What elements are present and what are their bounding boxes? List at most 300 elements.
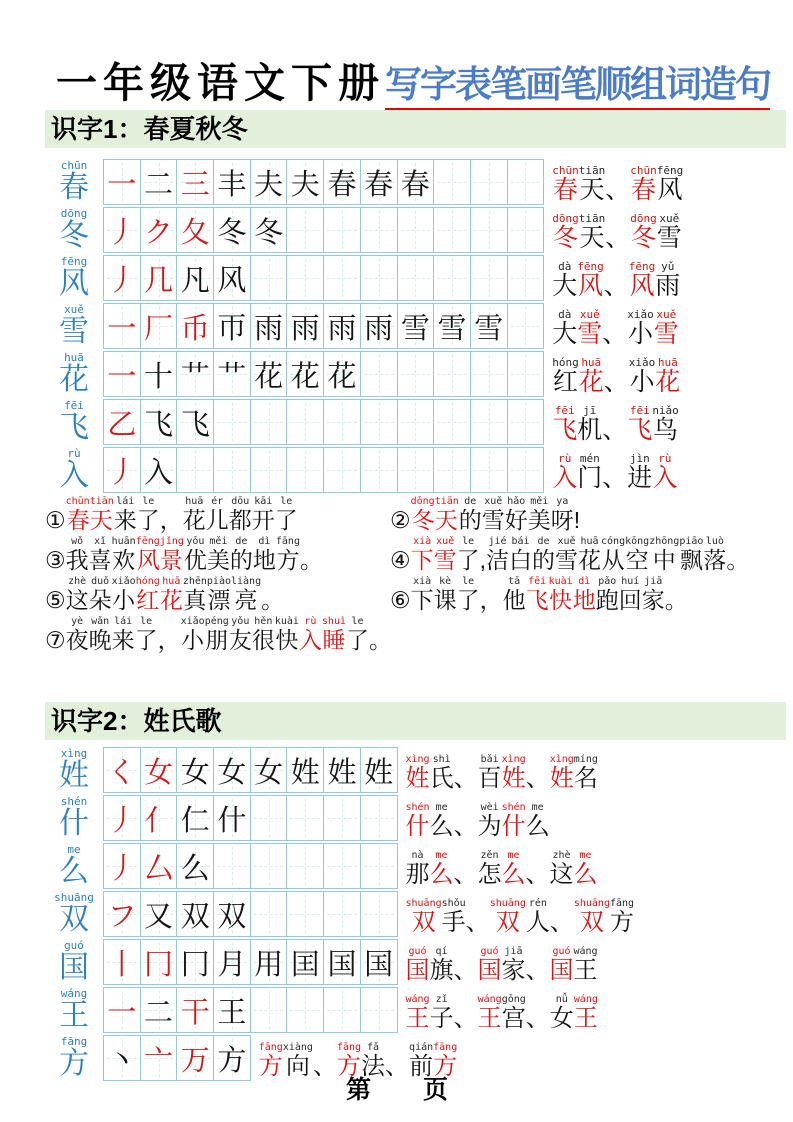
stroke-glyph: 国 [327,948,357,981]
word-syllable [346,616,369,653]
han-text: 雪 [656,224,682,252]
han-text: 风 [657,176,683,204]
han-text: 冬 [631,224,657,252]
word-syllable [406,754,430,792]
word-syllable [630,213,657,252]
han-text: 风 [578,272,604,300]
stroke-cell [470,207,508,253]
han-text: 门 [577,464,603,492]
pinyin-text: jiā [644,576,663,587]
stroke-glyph: 又 [144,900,174,933]
sentence-line [45,496,793,533]
char-header [45,304,103,348]
stroke-cell [470,447,508,493]
punctuation [454,802,478,840]
pinyin-text: shuāng [405,898,442,909]
han-text: 睡 [322,627,346,653]
stroke-glyph: 方 [217,1044,247,1077]
sentence-column [45,496,390,533]
char-header [45,892,103,936]
word-syllable [299,616,322,653]
word-syllable [550,994,574,1032]
stroke-glyph: 冬 [254,216,284,249]
han-text: 回 [618,587,642,613]
char-glyph: 国 [59,951,89,984]
word-syllable [112,616,135,653]
stroke-glyph: 冂 [180,948,210,981]
stroke-cell [286,891,324,937]
stroke-glyph: 冂 [144,948,174,981]
pinyin-text [160,496,183,507]
stroke-cell [286,939,324,985]
han-text: ⑤ [45,587,66,613]
sentence-column [45,616,392,653]
word-syllable [550,850,574,888]
pinyin-text: wáng [573,994,598,1005]
pinyin-text: wèi [480,802,499,813]
word-syllable [136,576,160,613]
pinyin-text: kōng [625,536,650,547]
han-text: 姓 [405,765,430,792]
stroke-glyph: 雪 [400,312,430,345]
pinyin-text: fāng [258,1042,283,1053]
han-text: 方 [258,1053,283,1080]
punctuation [313,1042,337,1080]
pinyin-text: xiǎo [628,356,656,369]
word-syllable [478,994,502,1032]
char-glyph: 入 [59,459,89,492]
stroke-cell [250,987,288,1033]
word-syllable [459,496,482,533]
stroke-cell [323,795,361,841]
stroke-cell [176,447,214,493]
stroke-cell [103,255,141,301]
char-glyph: 飞 [59,411,89,444]
stroke-cell [507,255,545,301]
char-pinyin: guó [64,939,84,952]
stroke-cell [140,987,178,1033]
stroke-glyph: 花 [327,360,357,393]
stroke-cell [213,399,251,445]
stroke-glyph: 姓 [327,756,357,789]
han-text: 机 [577,416,603,444]
pinyin-text: dōngtiān [410,496,459,507]
word-syllable [184,536,207,573]
char-glyph: 么 [59,855,89,888]
han-text: 落 [703,547,727,573]
stroke-cell [213,255,251,301]
stroke-glyph: 王 [217,996,247,1029]
footer-di: 第 [346,1076,372,1104]
pinyin-text: guó [408,946,427,957]
han-text: 、 [602,416,628,444]
stroke-glyph: 乙 [107,408,137,441]
stroke-cell [360,351,398,397]
stroke-cell [176,255,214,301]
stroke-cell [103,351,141,397]
word-syllable [627,309,654,348]
han-text: 很 [251,627,275,653]
stroke-glyph: 二 [144,996,174,1029]
stroke-cell [286,795,324,841]
pinyin-text: huā [162,576,181,587]
punctuation [158,616,181,653]
punctuation [45,576,66,613]
stroke-cell [323,987,361,1033]
stroke-cell [360,891,398,937]
pinyin-text: xìng [405,754,430,765]
punctuation [604,261,629,300]
sentence-4 [390,536,749,573]
pinyin-text: kāi [254,496,273,507]
char-pinyin: xuě [64,303,84,316]
stroke-cell [250,843,288,889]
han-text: 的 [458,507,482,533]
stroke-cell [433,447,471,493]
stroke-glyph: 姓 [364,756,394,789]
han-text: 人 [525,909,550,936]
pinyin-text: jié [488,536,507,547]
han-text: 了 [134,627,158,653]
han-text: 优 [183,547,207,573]
pinyin-text [574,496,580,507]
pinyin-text: yǔ [661,260,675,273]
word-syllable [532,536,555,573]
stroke-cell [140,795,178,841]
han-text: 漂 [207,587,231,613]
stroke-cell [286,207,324,253]
han-text: 国 [405,957,430,984]
stroke-cell [103,987,141,1033]
stroke-cell [286,159,324,205]
stroke-glyph: 万 [180,1044,210,1077]
stroke-cell [360,447,398,493]
han-text: 晚 [88,627,112,653]
stroke-cell [213,303,251,349]
stroke-cell [323,939,361,985]
sentence-line [45,616,793,653]
han-text: 。 [369,627,392,653]
stroke-cell [213,747,251,793]
word-syllable [406,850,430,888]
stroke-cell [103,747,141,793]
han-text: 法 [361,1053,386,1080]
punctuation [550,898,574,936]
pinyin-text: huā [657,356,678,369]
han-text: 洁 [486,547,510,573]
pinyin-text: le [280,496,293,507]
pinyin-text: xìng [549,754,574,765]
pinyin-text: dōng [630,212,657,225]
stroke-order-grid [103,747,398,793]
han-text: 大 [552,272,578,300]
stroke-cell [176,1035,214,1081]
pinyin-text [390,496,411,507]
stroke-glyph: ク [144,216,174,249]
word-syllable [601,536,625,573]
pinyin-text: fāng [336,1042,362,1053]
char-header [45,352,103,396]
han-text: 方 [433,1053,458,1080]
char-pinyin: rù [67,447,81,460]
sentence-column [45,576,390,613]
han-text: 向 [285,1053,310,1080]
page-title [56,50,770,109]
stroke-cell [176,843,214,889]
word-syllable [578,536,601,573]
stroke-cell [360,795,398,841]
stroke-glyph: 厂 [144,312,174,345]
han-text: 跑 [595,587,619,613]
pinyin-text: wáng [573,946,598,957]
sentence-2 [390,496,580,533]
han-text: 么 [429,861,454,888]
han-text: ④ [390,547,411,573]
word-syllable [552,165,579,204]
stroke-cell [140,159,178,205]
punctuation [390,576,411,613]
stroke-cell [250,747,288,793]
han-text: 进 [627,464,653,492]
pinyin-text: qí [435,946,448,957]
stroke-glyph: 雪 [437,312,467,345]
han-text: 地 [252,547,276,573]
han-text: 那 [405,861,430,888]
han-text: 开 [251,507,275,533]
han-text: 、 [603,272,629,300]
stroke-cell [176,159,214,205]
word-syllable [66,616,89,653]
han-text: 快 [549,587,573,613]
han-text: 了 [136,507,160,533]
word-syllable [655,357,680,396]
pinyin-text: nǚ [555,994,568,1005]
word-syllable [574,754,598,792]
pinyin-text: yōu [186,536,205,547]
word-syllable [230,536,253,573]
pinyin-text [390,536,411,547]
pinyin-text: zěn [480,850,499,861]
word-syllable [574,850,598,888]
pinyin-text: fēng [656,164,684,177]
char-pinyin: shuāng [54,891,94,904]
stroke-cell [213,351,251,397]
word-examples [406,898,635,937]
pinyin-text: xià [413,536,432,547]
stroke-glyph: 春 [364,168,394,201]
pinyin-text: ér [211,496,224,507]
word-syllable [552,405,577,444]
stroke-cell [360,303,398,349]
stroke-cell [250,351,288,397]
stroke-cell [213,987,251,1033]
pinyin-text: dì [578,576,591,587]
stroke-glyph: 入 [144,456,174,489]
stroke-glyph: 用 [254,948,284,981]
punctuation [390,536,411,573]
stroke-cell [140,207,178,253]
word-syllable [526,576,549,613]
word-syllable [181,616,205,653]
word-syllable [478,850,502,888]
pinyin-text: shǒu [441,898,466,909]
word-syllable [430,946,454,984]
pinyin-text: xià [413,576,432,587]
stroke-cell [470,303,508,349]
pinyin-text [45,496,66,507]
word-syllable [549,576,573,613]
word-syllable [502,994,526,1032]
stroke-cell [323,255,361,301]
han-text: 名 [573,765,598,792]
char-row-王 [45,987,793,1033]
stroke-cell [433,303,471,349]
pinyin-text: mén [579,452,600,465]
punctuation [605,213,630,252]
word-syllable [502,754,526,792]
word-syllable [654,309,679,348]
pinyin-text: qián [409,1042,434,1053]
word-syllable [406,898,442,936]
stroke-cell [103,159,141,205]
han-text: 、 [602,320,628,348]
stroke-cell [360,207,398,253]
pinyin-text: kuài [274,616,299,627]
pinyin-text [261,576,284,587]
stroke-cell [397,159,435,205]
stroke-cell [176,891,214,937]
pinyin-text [45,536,66,547]
punctuation [602,309,627,348]
pinyin-text: fēi [528,576,547,587]
han-text: 双 [579,909,604,936]
pinyin-text: shuì [321,616,346,627]
han-text: 了 [274,507,298,533]
han-text: 姓 [549,765,574,792]
han-text: 朵 [88,587,112,613]
stroke-cell [176,303,214,349]
punctuation [45,536,66,573]
word-syllable [579,213,606,252]
word-syllable [205,616,229,653]
pinyin-text: jìn [629,452,650,465]
stroke-cell [176,939,214,985]
pinyin-text: chūntiān [65,496,114,507]
punctuation [574,496,580,533]
stroke-cell [213,891,251,937]
han-text: 的 [229,547,253,573]
char-header [45,256,103,300]
stroke-cell [103,447,141,493]
stroke-order-grid [103,159,544,205]
punctuation [526,754,550,792]
word-syllable [322,616,346,653]
pinyin-text: de [235,536,248,547]
han-text: 下 [410,547,434,573]
punctuation [45,496,66,533]
word-examples [406,754,598,793]
han-text: 风 [629,272,655,300]
word-syllable [66,536,89,573]
stroke-glyph: 国 [364,948,394,981]
stroke-glyph: フ [107,900,137,933]
word-examples [552,309,679,349]
word-syllable [207,536,230,573]
han-text: 、 [603,368,629,396]
punctuation [160,496,183,533]
pinyin-text: duǒ [91,576,110,587]
char-pinyin: huā [64,351,84,364]
han-text: 什 [405,813,430,840]
pinyin-text: bǎi [480,754,499,765]
word-syllable [509,536,532,573]
pinyin-text: piāo [679,536,704,547]
han-text: 、 [453,765,478,792]
han-text: 他 [502,587,526,613]
pinyin-text: bái [511,536,530,547]
char-header [45,844,103,888]
stroke-cell [507,159,545,205]
pinyin-text: xiǎo [180,616,205,627]
word-syllable [552,261,577,300]
pinyin-text: rù [558,452,572,465]
han-text: 宫 [501,1005,526,1032]
stroke-cell [176,351,214,397]
han-text: 下 [410,587,434,613]
char-pinyin: dōng [60,207,88,220]
stroke-glyph: 雨 [290,312,320,345]
han-text: ， [157,627,181,653]
han-text: 、 [525,765,550,792]
word-syllable [652,453,677,492]
stroke-cell [103,207,141,253]
char-glyph: 双 [59,903,89,936]
word-syllable [411,536,434,573]
stroke-cell [213,1035,251,1081]
han-text: ， [159,507,183,533]
word-syllable [679,536,703,573]
pinyin-text: lái [114,616,133,627]
word-syllable [275,616,299,653]
han-text: 女 [549,1005,574,1032]
han-text: 家 [501,957,526,984]
word-syllable [550,754,574,792]
word-syllable [112,576,136,613]
word-syllable [135,616,158,653]
pinyin-text: hǎo [507,496,526,507]
pinyin-text: pǎo [598,576,617,587]
stroke-cell [470,255,508,301]
stroke-cell [103,843,141,889]
han-text: 好 [504,507,528,533]
pinyin-text [369,616,392,627]
char-header [45,940,103,984]
pinyin-text: lái [116,496,135,507]
stroke-cell [286,351,324,397]
char-pinyin: shén [60,795,88,808]
han-text: 呀 [550,507,574,533]
pinyin-text: tiān [578,164,606,177]
word-syllable [276,536,300,573]
stroke-cell [360,843,398,889]
han-text: 欢 [112,547,136,573]
han-text: 家 [641,587,665,613]
pinyin-text: péng [204,616,229,627]
stroke-cell [360,987,398,1033]
word-syllable [627,405,652,444]
stroke-glyph: 艹 [180,360,210,393]
han-text: 国 [549,957,574,984]
